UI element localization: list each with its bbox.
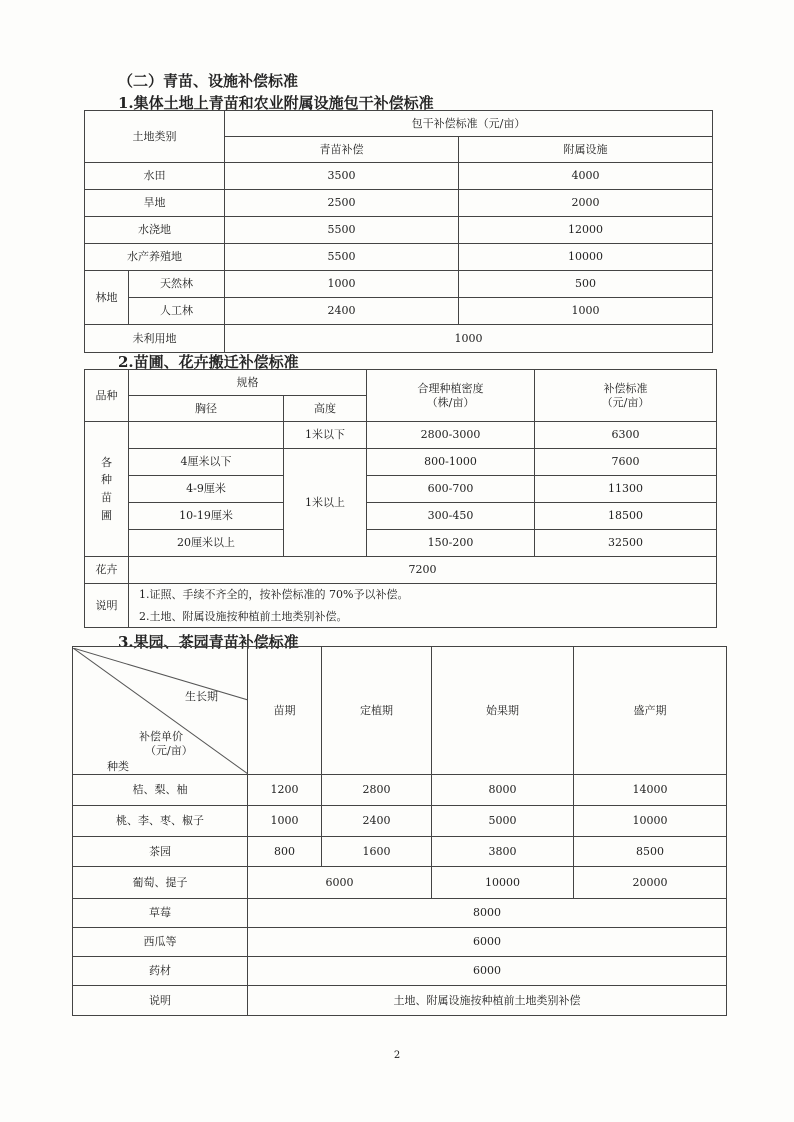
table-row	[85, 244, 713, 271]
header-land-type: 土地类别	[85, 111, 225, 163]
note-label: 说明	[85, 584, 129, 628]
comp-value: 6300	[535, 422, 717, 449]
table-row	[85, 476, 717, 503]
diag-unit: （元/亩）	[145, 743, 193, 757]
page-number: 2	[393, 1050, 401, 1061]
kind-name: 西瓜等	[73, 928, 248, 957]
planting-value: 1600	[322, 837, 432, 867]
diameter-value: 20厘米以上	[129, 530, 284, 557]
table-row	[85, 503, 717, 530]
seedling-planting-value: 6000	[248, 867, 432, 899]
header-density-line1: 合理种植密度	[417, 381, 484, 395]
facility-value: 12000	[459, 217, 713, 244]
forest-label: 林地	[85, 271, 129, 325]
table-row	[73, 928, 727, 957]
table-row	[85, 190, 713, 217]
header-greenery-comp: 青苗补偿	[225, 137, 459, 163]
planting-value: 2400	[322, 806, 432, 837]
note-line-1: 1.证照、手续不齐全的，按补偿标准的 70%予以补偿。	[139, 587, 409, 601]
greenery-value: 5500	[225, 244, 459, 271]
table-row	[73, 899, 727, 928]
note-text	[129, 584, 717, 628]
header-comp-line1: 补偿标准	[603, 381, 648, 395]
header-density	[367, 370, 535, 422]
greenery-value: 3500	[225, 163, 459, 190]
note-label: 说明	[73, 986, 248, 1016]
density-value: 600-700	[367, 476, 535, 503]
early-fruit-value: 8000	[432, 775, 574, 806]
facility-value: 2000	[459, 190, 713, 217]
table-row	[73, 867, 727, 899]
table-row	[85, 271, 713, 298]
facility-value: 10000	[459, 244, 713, 271]
height-value: 1米以下	[284, 422, 367, 449]
land-name: 水产养殖地	[85, 244, 225, 271]
kind-name: 桔、梨、柚	[73, 775, 248, 806]
header-compensation	[535, 370, 717, 422]
table-row	[85, 449, 717, 476]
header-diameter: 胸径	[129, 396, 284, 422]
diag-kind: 种类	[107, 759, 129, 773]
kind-name: 桃、李、枣、椒子	[73, 806, 248, 837]
diag-growth: 生长期	[185, 689, 218, 703]
comp-value: 32500	[535, 530, 717, 557]
greenery-value: 2400	[225, 298, 459, 325]
planting-value: 2800	[322, 775, 432, 806]
greenery-value: 5500	[225, 217, 459, 244]
table-row	[73, 775, 727, 806]
table-row	[85, 217, 713, 244]
merged-value: 1000	[225, 325, 713, 353]
facility-value: 500	[459, 271, 713, 298]
diameter-value: 4-9厘米	[129, 476, 284, 503]
header-facility-comp: 附属设施	[459, 137, 713, 163]
early-fruit-value: 3800	[432, 837, 574, 867]
kind-name: 葡萄、提子	[73, 867, 248, 899]
header-peak: 盛产期	[574, 647, 727, 775]
table-row	[85, 557, 717, 584]
flower-label: 花卉	[85, 557, 129, 584]
diameter-value	[129, 422, 284, 449]
land-name: 人工林	[129, 298, 225, 325]
density-value: 800-1000	[367, 449, 535, 476]
nursery-char: 苗	[101, 491, 112, 504]
flower-value: 7200	[129, 557, 717, 584]
height-value: 1米以上	[284, 449, 367, 557]
table2-title: 2.苗圃、花卉搬迁补偿标准	[118, 353, 299, 371]
land-name: 水田	[85, 163, 225, 190]
land-name: 未利用地	[85, 325, 225, 353]
nursery-char: 各	[101, 455, 112, 469]
peak-value: 10000	[574, 806, 727, 837]
table3-title: 3.果园、茶园青苗补偿标准	[118, 633, 299, 651]
table1-greenery-facilities	[84, 110, 713, 353]
table-row	[85, 584, 717, 628]
facility-value: 4000	[459, 163, 713, 190]
table-row	[85, 325, 713, 353]
header-variety: 品种	[85, 370, 129, 422]
header-early-fruit: 始果期	[432, 647, 574, 775]
comp-value: 18500	[535, 503, 717, 530]
facility-value: 1000	[459, 298, 713, 325]
peak-value: 14000	[574, 775, 727, 806]
density-value: 300-450	[367, 503, 535, 530]
merged-value: 6000	[248, 928, 727, 957]
merged-value: 8000	[248, 899, 727, 928]
early-fruit-value: 5000	[432, 806, 574, 837]
seedling-value: 800	[248, 837, 322, 867]
kind-name: 茶园	[73, 837, 248, 867]
table-row	[73, 986, 727, 1016]
diameter-value: 4厘米以下	[129, 449, 284, 476]
header-comp-line2: （元/亩）	[601, 395, 650, 409]
section-title: （二）青苗、设施补偿标准	[118, 72, 299, 90]
table-row	[85, 422, 717, 449]
density-value: 150-200	[367, 530, 535, 557]
peak-value: 8500	[574, 837, 727, 867]
kind-name: 草莓	[73, 899, 248, 928]
early-fruit-value: 10000	[432, 867, 574, 899]
diag-price: 补偿单价	[139, 729, 183, 743]
table-row	[85, 530, 717, 557]
table-row	[73, 837, 727, 867]
header-package-standard: 包干补偿标准（元/亩）	[225, 111, 713, 137]
header-height: 高度	[284, 396, 367, 422]
nursery-char: 圃	[101, 508, 112, 522]
seedling-value: 1200	[248, 775, 322, 806]
table1-title: 1.集体土地上青苗和农业附属设施包干补偿标准	[118, 94, 434, 112]
nursery-char: 种	[101, 473, 112, 487]
diagonal-header	[73, 647, 248, 775]
merged-value: 6000	[248, 957, 727, 986]
note-text: 土地、附属设施按种植前土地类别补偿	[248, 986, 727, 1016]
table3-orchard-tea	[72, 646, 727, 1016]
note-line-2: 2.土地、附属设施按种植前土地类别补偿。	[139, 609, 348, 623]
table-row	[85, 163, 713, 190]
header-seedling: 苗期	[248, 647, 322, 775]
header-planting: 定植期	[322, 647, 432, 775]
land-name: 水浇地	[85, 217, 225, 244]
diameter-value: 10-19厘米	[129, 503, 284, 530]
land-name: 天然林	[129, 271, 225, 298]
peak-value: 20000	[574, 867, 727, 899]
table-row	[73, 957, 727, 986]
table-row	[85, 298, 713, 325]
header-density-line2: （株/亩）	[426, 395, 475, 409]
table-row	[73, 806, 727, 837]
nursery-label	[85, 422, 129, 557]
density-value: 2800-3000	[367, 422, 535, 449]
comp-value: 11300	[535, 476, 717, 503]
table2-nursery-flowers	[84, 369, 717, 628]
greenery-value: 1000	[225, 271, 459, 298]
seedling-value: 1000	[248, 806, 322, 837]
greenery-value: 2500	[225, 190, 459, 217]
land-name: 旱地	[85, 190, 225, 217]
kind-name: 药材	[73, 957, 248, 986]
comp-value: 7600	[535, 449, 717, 476]
header-spec: 规格	[129, 370, 367, 396]
